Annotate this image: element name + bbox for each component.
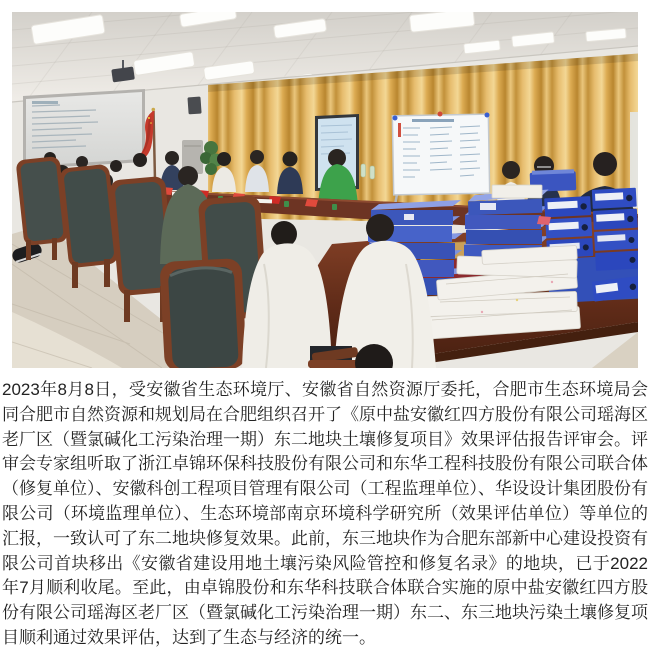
meeting-room-illustration <box>12 12 638 368</box>
article-paragraph: 2023年8月8日，受安徽省生态环境厅、安徽省自然资源厅委托，合肥市生态环境局会同合肥市自然资源和规划局在合肥组织召开了《原中盐安徽红四方股份有限公司瑶海区老厂区（暨氯碱化工污染治理一期）东二地块土壤修复项目》效果评估报告评审会。评审会专家组听取了浙江卓锦环保科技股份有限公司和东华工程科技股份有限公司联合体（修复单位）、安徽科创工程项目管理有限公司（工程监理单位）、华设设计集团股份有限公司（环境监理单位）、生态环境部南京环境科学研究所（效果评估单位）等单位的汇报，一致认可了东二地块修复效果。此前，东三地块作为合肥东部新中心建设投资有限公司首块移出《安徽省建设用地土壤污染风险管控和修复名录》的地块，已于2022年7月顺利收尾。至此，由卓锦股份和东华科技联合体联合实施的原中盐安徽红四方股份有限公司瑶海区老厂区（暨氯碱化工污染治理一期）东二、东三地块污染土壤修复项目顺利通过效果评估，达到了生态与经济的统一。 <box>2 380 648 647</box>
wall-speaker <box>187 97 201 115</box>
meeting-photo <box>12 12 638 368</box>
chair-large-front <box>159 258 247 368</box>
name-card-pink <box>537 216 551 225</box>
